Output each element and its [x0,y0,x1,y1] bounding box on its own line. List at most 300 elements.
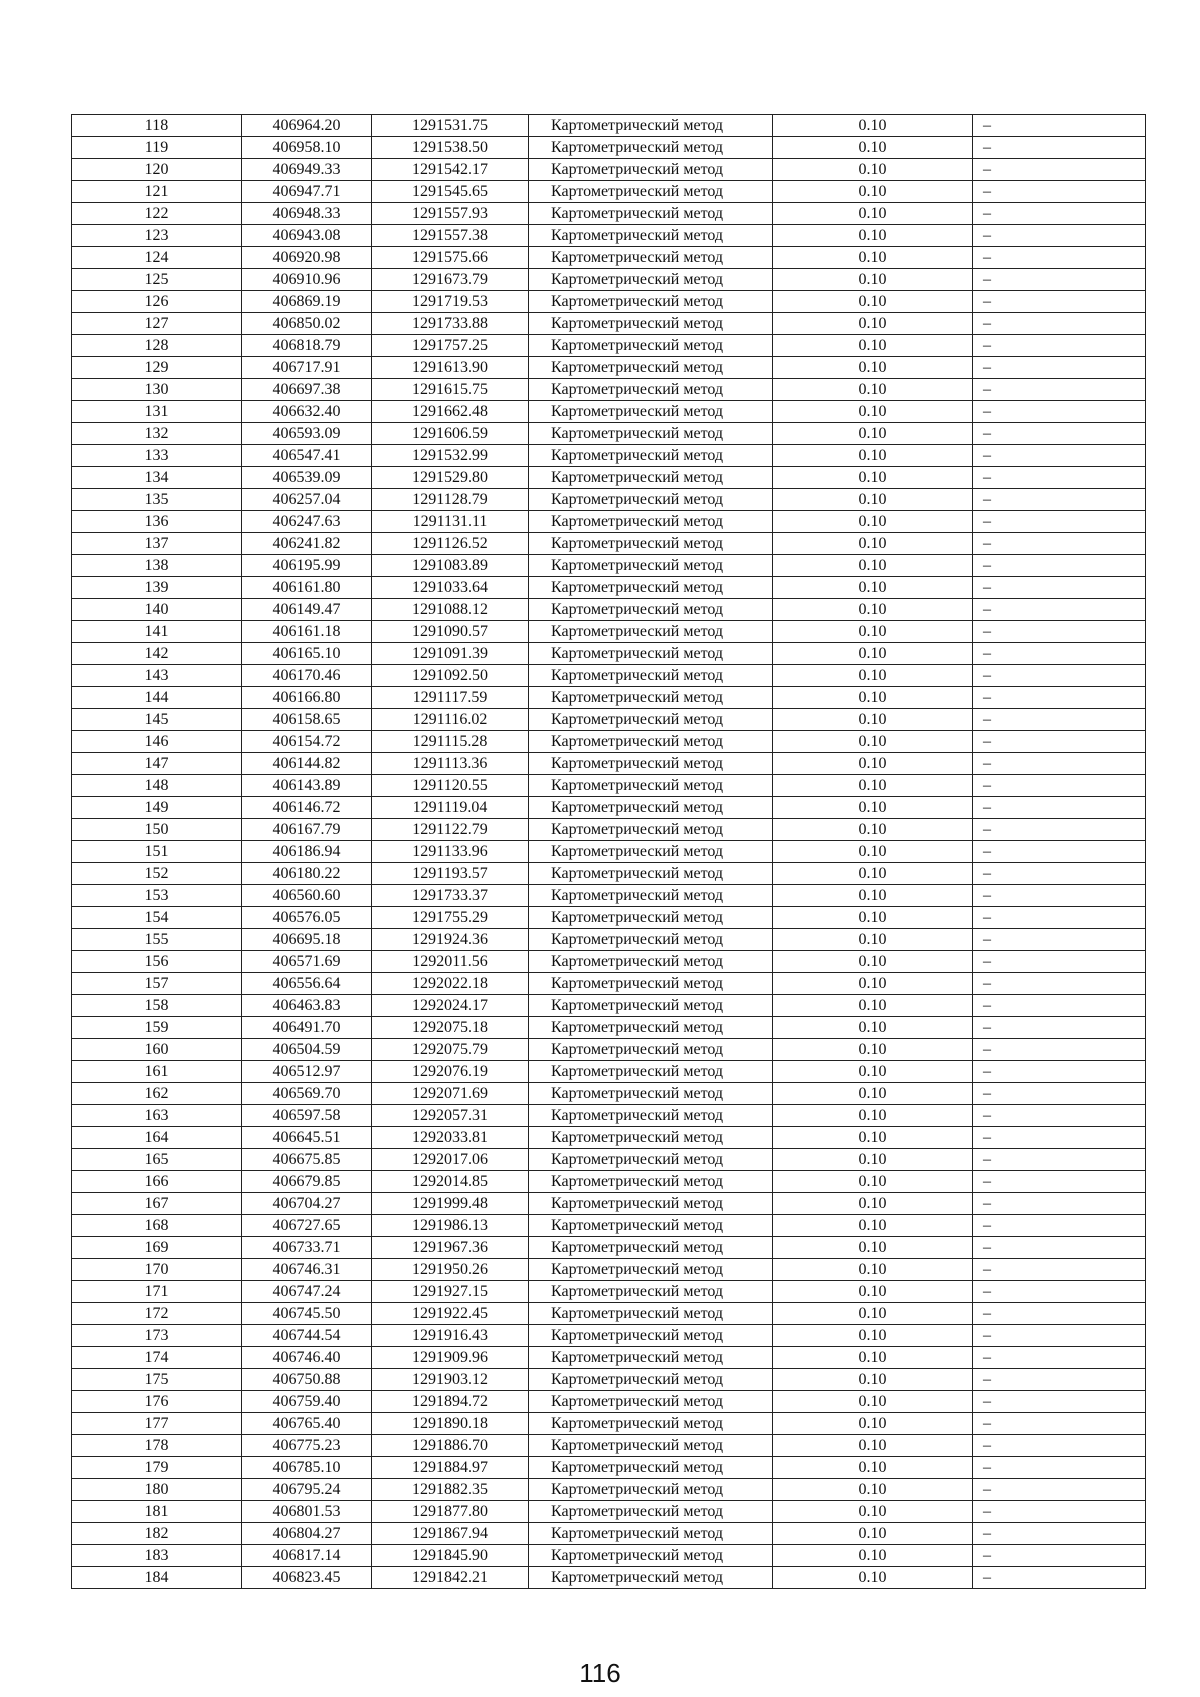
accuracy-cell: 0.10 [773,313,973,335]
table-row [72,137,1146,159]
table-row [72,401,1146,423]
point-number-cell: 183 [72,1545,242,1567]
x-coordinate-cell: 406241.82 [242,533,372,555]
point-number-cell: 184 [72,1567,242,1589]
accuracy-cell: 0.10 [773,159,973,181]
method-cell: Картометрический метод [529,357,773,379]
table-row [72,555,1146,577]
accuracy-cell: 0.10 [773,599,973,621]
y-coordinate-cell: 1291542.17 [372,159,529,181]
note-cell: – [973,291,1146,313]
table-row [72,995,1146,1017]
method-cell: Картометрический метод [529,533,773,555]
note-cell: – [973,1017,1146,1039]
note-cell: – [973,907,1146,929]
accuracy-cell: 0.10 [773,1457,973,1479]
table-row [72,511,1146,533]
table-row [72,1325,1146,1347]
table-row [72,1567,1146,1589]
table-body [72,115,1146,1589]
note-cell: – [973,1413,1146,1435]
accuracy-cell: 0.10 [773,797,973,819]
table-row [72,225,1146,247]
note-cell: – [973,489,1146,511]
y-coordinate-cell: 1291092.50 [372,665,529,687]
point-number-cell: 175 [72,1369,242,1391]
method-cell: Картометрический метод [529,1413,773,1435]
point-number-cell: 133 [72,445,242,467]
point-number-cell: 118 [72,115,242,137]
x-coordinate-cell: 406958.10 [242,137,372,159]
method-cell: Картометрический метод [529,511,773,533]
point-number-cell: 172 [72,1303,242,1325]
point-number-cell: 151 [72,841,242,863]
method-cell: Картометрический метод [529,577,773,599]
y-coordinate-cell: 1291116.02 [372,709,529,731]
table-row [72,1149,1146,1171]
note-cell: – [973,555,1146,577]
table-row [72,621,1146,643]
y-coordinate-cell: 1291986.13 [372,1215,529,1237]
accuracy-cell: 0.10 [773,731,973,753]
x-coordinate-cell: 406948.33 [242,203,372,225]
note-cell: – [973,819,1146,841]
x-coordinate-cell: 406247.63 [242,511,372,533]
point-number-cell: 124 [72,247,242,269]
accuracy-cell: 0.10 [773,841,973,863]
note-cell: – [973,621,1146,643]
point-number-cell: 166 [72,1171,242,1193]
table-row [72,335,1146,357]
method-cell: Картометрический метод [529,379,773,401]
x-coordinate-cell: 406186.94 [242,841,372,863]
x-coordinate-cell: 406964.20 [242,115,372,137]
accuracy-cell: 0.10 [773,665,973,687]
accuracy-cell: 0.10 [773,687,973,709]
y-coordinate-cell: 1291615.75 [372,379,529,401]
y-coordinate-cell: 1291719.53 [372,291,529,313]
note-cell: – [973,1193,1146,1215]
accuracy-cell: 0.10 [773,423,973,445]
table-row [72,973,1146,995]
accuracy-cell: 0.10 [773,1391,973,1413]
y-coordinate-cell: 1291903.12 [372,1369,529,1391]
note-cell: – [973,335,1146,357]
point-number-cell: 173 [72,1325,242,1347]
point-number-cell: 158 [72,995,242,1017]
point-number-cell: 174 [72,1347,242,1369]
note-cell: – [973,731,1146,753]
accuracy-cell: 0.10 [773,907,973,929]
point-number-cell: 164 [72,1127,242,1149]
note-cell: – [973,1061,1146,1083]
point-number-cell: 180 [72,1479,242,1501]
x-coordinate-cell: 406746.40 [242,1347,372,1369]
method-cell: Картометрический метод [529,445,773,467]
x-coordinate-cell: 406257.04 [242,489,372,511]
accuracy-cell: 0.10 [773,1105,973,1127]
table-row [72,819,1146,841]
x-coordinate-cell: 406463.83 [242,995,372,1017]
table-row [72,1523,1146,1545]
x-coordinate-cell: 406744.54 [242,1325,372,1347]
point-number-cell: 157 [72,973,242,995]
y-coordinate-cell: 1291033.64 [372,577,529,599]
table-row [72,577,1146,599]
x-coordinate-cell: 406801.53 [242,1501,372,1523]
x-coordinate-cell: 406704.27 [242,1193,372,1215]
method-cell: Картометрический метод [529,775,773,797]
table-row [72,1413,1146,1435]
table-row [72,423,1146,445]
x-coordinate-cell: 406154.72 [242,731,372,753]
y-coordinate-cell: 1291122.79 [372,819,529,841]
point-number-cell: 160 [72,1039,242,1061]
point-number-cell: 155 [72,929,242,951]
point-number-cell: 141 [72,621,242,643]
note-cell: – [973,181,1146,203]
x-coordinate-cell: 406785.10 [242,1457,372,1479]
method-cell: Картометрический метод [529,1171,773,1193]
y-coordinate-cell: 1291877.80 [372,1501,529,1523]
method-cell: Картометрический метод [529,687,773,709]
method-cell: Картометрический метод [529,643,773,665]
x-coordinate-cell: 406576.05 [242,907,372,929]
note-cell: – [973,467,1146,489]
method-cell: Картометрический метод [529,137,773,159]
x-coordinate-cell: 406556.64 [242,973,372,995]
x-coordinate-cell: 406804.27 [242,1523,372,1545]
y-coordinate-cell: 1291538.50 [372,137,529,159]
x-coordinate-cell: 406149.47 [242,599,372,621]
accuracy-cell: 0.10 [773,115,973,137]
table-row [72,291,1146,313]
method-cell: Картометрический метод [529,467,773,489]
accuracy-cell: 0.10 [773,1061,973,1083]
method-cell: Картометрический метод [529,1325,773,1347]
method-cell: Картометрический метод [529,423,773,445]
table-row [72,1237,1146,1259]
note-cell: – [973,929,1146,951]
y-coordinate-cell: 1291083.89 [372,555,529,577]
table-row [72,1347,1146,1369]
method-cell: Картометрический метод [529,1127,773,1149]
note-cell: – [973,1171,1146,1193]
method-cell: Картометрический метод [529,599,773,621]
accuracy-cell: 0.10 [773,203,973,225]
x-coordinate-cell: 406165.10 [242,643,372,665]
x-coordinate-cell: 406161.80 [242,577,372,599]
note-cell: – [973,665,1146,687]
method-cell: Картометрический метод [529,159,773,181]
point-number-cell: 156 [72,951,242,973]
point-number-cell: 178 [72,1435,242,1457]
point-number-cell: 177 [72,1413,242,1435]
point-number-cell: 119 [72,137,242,159]
point-number-cell: 149 [72,797,242,819]
accuracy-cell: 0.10 [773,489,973,511]
x-coordinate-cell: 406195.99 [242,555,372,577]
table-row [72,1171,1146,1193]
x-coordinate-cell: 406733.71 [242,1237,372,1259]
table-row [72,797,1146,819]
y-coordinate-cell: 1291117.59 [372,687,529,709]
x-coordinate-cell: 406539.09 [242,467,372,489]
y-coordinate-cell: 1291894.72 [372,1391,529,1413]
method-cell: Картометрический метод [529,731,773,753]
point-number-cell: 146 [72,731,242,753]
x-coordinate-cell: 406679.85 [242,1171,372,1193]
accuracy-cell: 0.10 [773,1259,973,1281]
y-coordinate-cell: 1292075.79 [372,1039,529,1061]
note-cell: – [973,1281,1146,1303]
x-coordinate-cell: 406547.41 [242,445,372,467]
y-coordinate-cell: 1291531.75 [372,115,529,137]
note-cell: – [973,115,1146,137]
x-coordinate-cell: 406144.82 [242,753,372,775]
table-row [72,863,1146,885]
note-cell: – [973,1479,1146,1501]
accuracy-cell: 0.10 [773,533,973,555]
method-cell: Картометрический метод [529,1237,773,1259]
note-cell: – [973,709,1146,731]
x-coordinate-cell: 406697.38 [242,379,372,401]
x-coordinate-cell: 406746.31 [242,1259,372,1281]
table-row [72,1061,1146,1083]
accuracy-cell: 0.10 [773,775,973,797]
table-row [72,1369,1146,1391]
note-cell: – [973,159,1146,181]
y-coordinate-cell: 1291967.36 [372,1237,529,1259]
accuracy-cell: 0.10 [773,291,973,313]
table-row [72,203,1146,225]
table-row [72,1281,1146,1303]
y-coordinate-cell: 1291916.43 [372,1325,529,1347]
point-number-cell: 169 [72,1237,242,1259]
table-row [72,1391,1146,1413]
point-number-cell: 123 [72,225,242,247]
y-coordinate-cell: 1292014.85 [372,1171,529,1193]
x-coordinate-cell: 406949.33 [242,159,372,181]
note-cell: – [973,1105,1146,1127]
point-number-cell: 152 [72,863,242,885]
y-coordinate-cell: 1291115.28 [372,731,529,753]
table-row [72,445,1146,467]
x-coordinate-cell: 406920.98 [242,247,372,269]
x-coordinate-cell: 406632.40 [242,401,372,423]
x-coordinate-cell: 406571.69 [242,951,372,973]
point-number-cell: 154 [72,907,242,929]
table-row [72,1303,1146,1325]
method-cell: Картометрический метод [529,1369,773,1391]
y-coordinate-cell: 1292033.81 [372,1127,529,1149]
accuracy-cell: 0.10 [773,885,973,907]
method-cell: Картометрический метод [529,995,773,1017]
note-cell: – [973,247,1146,269]
note-cell: – [973,1347,1146,1369]
x-coordinate-cell: 406512.97 [242,1061,372,1083]
note-cell: – [973,1215,1146,1237]
method-cell: Картометрический метод [529,313,773,335]
method-cell: Картометрический метод [529,489,773,511]
note-cell: – [973,1523,1146,1545]
accuracy-cell: 0.10 [773,1017,973,1039]
x-coordinate-cell: 406850.02 [242,313,372,335]
method-cell: Картометрический метод [529,225,773,247]
note-cell: – [973,379,1146,401]
x-coordinate-cell: 406910.96 [242,269,372,291]
x-coordinate-cell: 406943.08 [242,225,372,247]
y-coordinate-cell: 1291922.45 [372,1303,529,1325]
x-coordinate-cell: 406597.58 [242,1105,372,1127]
y-coordinate-cell: 1291613.90 [372,357,529,379]
accuracy-cell: 0.10 [773,511,973,533]
y-coordinate-cell: 1291909.96 [372,1347,529,1369]
x-coordinate-cell: 406775.23 [242,1435,372,1457]
table-row [72,1127,1146,1149]
note-cell: – [973,1039,1146,1061]
accuracy-cell: 0.10 [773,1171,973,1193]
note-cell: – [973,1083,1146,1105]
note-cell: – [973,1545,1146,1567]
accuracy-cell: 0.10 [773,1523,973,1545]
accuracy-cell: 0.10 [773,1347,973,1369]
method-cell: Картометрический метод [529,269,773,291]
y-coordinate-cell: 1291545.65 [372,181,529,203]
y-coordinate-cell: 1291950.26 [372,1259,529,1281]
accuracy-cell: 0.10 [773,1369,973,1391]
note-cell: – [973,533,1146,555]
x-coordinate-cell: 406750.88 [242,1369,372,1391]
y-coordinate-cell: 1292071.69 [372,1083,529,1105]
table-row [72,1501,1146,1523]
accuracy-cell: 0.10 [773,181,973,203]
y-coordinate-cell: 1291133.96 [372,841,529,863]
table-row [72,533,1146,555]
y-coordinate-cell: 1291845.90 [372,1545,529,1567]
method-cell: Картометрический метод [529,335,773,357]
point-number-cell: 137 [72,533,242,555]
accuracy-cell: 0.10 [773,225,973,247]
point-number-cell: 181 [72,1501,242,1523]
point-number-cell: 142 [72,643,242,665]
note-cell: – [973,445,1146,467]
coordinates-table [71,114,1146,1589]
note-cell: – [973,1149,1146,1171]
point-number-cell: 130 [72,379,242,401]
method-cell: Картометрический метод [529,291,773,313]
accuracy-cell: 0.10 [773,1281,973,1303]
accuracy-cell: 0.10 [773,247,973,269]
table-row [72,1105,1146,1127]
method-cell: Картометрический метод [529,1259,773,1281]
x-coordinate-cell: 406504.59 [242,1039,372,1061]
table-row [72,643,1146,665]
accuracy-cell: 0.10 [773,1479,973,1501]
note-cell: – [973,577,1146,599]
y-coordinate-cell: 1291733.37 [372,885,529,907]
accuracy-cell: 0.10 [773,1567,973,1589]
note-cell: – [973,203,1146,225]
y-coordinate-cell: 1292057.31 [372,1105,529,1127]
note-cell: – [973,1391,1146,1413]
point-number-cell: 128 [72,335,242,357]
point-number-cell: 161 [72,1061,242,1083]
method-cell: Картометрический метод [529,621,773,643]
accuracy-cell: 0.10 [773,709,973,731]
y-coordinate-cell: 1291867.94 [372,1523,529,1545]
table-row [72,775,1146,797]
point-number-cell: 136 [72,511,242,533]
accuracy-cell: 0.10 [773,995,973,1017]
x-coordinate-cell: 406569.70 [242,1083,372,1105]
point-number-cell: 131 [72,401,242,423]
table-row [72,1457,1146,1479]
accuracy-cell: 0.10 [773,1193,973,1215]
table-row [72,929,1146,951]
method-cell: Картометрический метод [529,1479,773,1501]
note-cell: – [973,1303,1146,1325]
y-coordinate-cell: 1291091.39 [372,643,529,665]
y-coordinate-cell: 1291557.93 [372,203,529,225]
y-coordinate-cell: 1291119.04 [372,797,529,819]
point-number-cell: 127 [72,313,242,335]
table-row [72,1545,1146,1567]
table-row [72,181,1146,203]
accuracy-cell: 0.10 [773,1215,973,1237]
note-cell: – [973,687,1146,709]
y-coordinate-cell: 1291532.99 [372,445,529,467]
y-coordinate-cell: 1291757.25 [372,335,529,357]
point-number-cell: 135 [72,489,242,511]
point-number-cell: 140 [72,599,242,621]
y-coordinate-cell: 1291120.55 [372,775,529,797]
note-cell: – [973,1259,1146,1281]
method-cell: Картометрический метод [529,753,773,775]
table-row [72,907,1146,929]
y-coordinate-cell: 1291193.57 [372,863,529,885]
accuracy-cell: 0.10 [773,1303,973,1325]
method-cell: Картометрический метод [529,1567,773,1589]
method-cell: Картометрический метод [529,1347,773,1369]
x-coordinate-cell: 406593.09 [242,423,372,445]
table-row [72,687,1146,709]
accuracy-cell: 0.10 [773,137,973,159]
note-cell: – [973,137,1146,159]
accuracy-cell: 0.10 [773,1237,973,1259]
y-coordinate-cell: 1292011.56 [372,951,529,973]
method-cell: Картометрический метод [529,1545,773,1567]
point-number-cell: 150 [72,819,242,841]
note-cell: – [973,401,1146,423]
accuracy-cell: 0.10 [773,445,973,467]
table-row [72,313,1146,335]
accuracy-cell: 0.10 [773,401,973,423]
table-row [72,1215,1146,1237]
point-number-cell: 139 [72,577,242,599]
method-cell: Картометрический метод [529,203,773,225]
method-cell: Картометрический метод [529,401,773,423]
method-cell: Картометрический метод [529,1303,773,1325]
y-coordinate-cell: 1291529.80 [372,467,529,489]
x-coordinate-cell: 406167.79 [242,819,372,841]
note-cell: – [973,1567,1146,1589]
note-cell: – [973,423,1146,445]
method-cell: Картометрический метод [529,973,773,995]
table-row [72,731,1146,753]
table-row [72,269,1146,291]
method-cell: Картометрический метод [529,1391,773,1413]
